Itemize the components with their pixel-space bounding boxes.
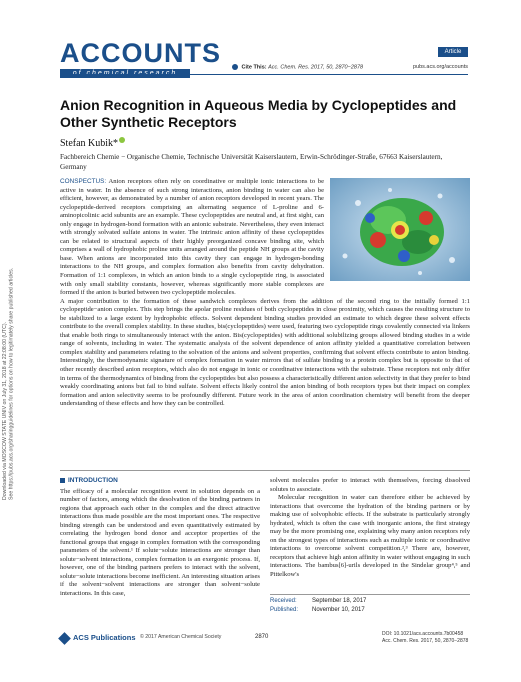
header-divider [60,74,468,75]
column-left [60,477,260,597]
doi-link[interactable]: DOI: 10.1021/acs.accounts.7b00458 [382,631,464,637]
received-label: Received: [270,598,297,604]
download-note-line2: See https://pubs.acs.org/sharingguidelines for options on how to legitimately share published articles. [8,267,15,500]
abstract-divider [60,470,470,471]
intro-paragraph-2: solvent molecules prefer to interact with themselves, forcing dissolved solutes to associate. [270,477,470,493]
article-type-badge: Article [438,47,468,57]
section-marker-icon [60,478,65,483]
author [60,137,125,149]
download-note-line1: Downloaded via MOSCOW STATE UNIV on July 31, 2018 at 22:08:00 (UTC). [2,322,8,500]
abstract [60,178,470,458]
download-note [2,170,24,500]
abstract-paragraph-1: Anion receptors often rely on coordinative or multiple ionic interactions to be active in water. In the absence of such strong interactions, anion binding in water can also be efficient, however, as demonstrated by a number of anion receptors developed in recent years. The cyclopeptide-derived receptors comprising an alternating sequence of L-proline and 6-aminopicolinic acid subunits are an example. These cyclopeptides are neutral and, at first sight, can only engage in hydrogen-bond formation with an anionic substrate. Nevertheless, they even interact with strongly solvated sulfate anions in water. The intrinsic anion affinity of these cyclopeptides can be related to structural aspects of their highly preorganized concave binding site, which comprises a wall of hydrophobic proline units arranged around the peptide NH groups at the cavity base. When anions are incorporated into this cavity they can engage in hydrogen-bonding interactions to the NH groups, and complex formation also benefits from cavity dehydration. Formation of 1:1 complexes, in which an anion binds to a single cyclopeptide ring, is associated with only small stability constants, however, whereas significantly more stable complexes are formed if the anion is buried between two cyclopeptide molecules. [60,178,324,297]
cite-this[interactable] [232,64,363,70]
toc-graphic [330,178,470,281]
article-title: Anion Recognition in Aqueous Media by Cyclopeptides and Other Synthetic Receptors [60,97,457,130]
publication-dates [270,594,470,615]
cite-reference: Acc. Chem. Res. 2017, 50, 2870−2878 [268,64,364,71]
copyright: © 2017 American Chemical Society [140,634,222,640]
acs-logo[interactable] [60,633,136,643]
journal-header [0,0,521,90]
journal-url[interactable]: pubs.acs.org/accounts [412,64,468,70]
footer-citation: Acc. Chem. Res. 2017, 50, 2870−2878 [382,637,469,644]
doi-block [382,631,468,644]
published-label: Published: [270,607,299,613]
column-right [270,477,470,589]
received-date-row [270,597,470,606]
received-date: September 18, 2017 [312,598,367,604]
acs-logo-text: ACS Publications [73,633,136,642]
cite-icon [232,64,238,70]
author-name[interactable]: Stefan Kubik* [60,138,119,149]
conspectus-label: CONSPECTUS: [60,178,107,185]
published-date: November 10, 2017 [312,607,365,613]
journal-logo[interactable] [60,38,221,78]
intro-paragraph-1: The efficacy of a molecular recognition event in solution depends on a number of factors, among which the desolvation of the binding partners in regions that approach each other in the complex and the direct attractive interactions thus made possible are the most important ones. The respective binding strength can be understood and even quantitatively estimated by correlating the hydrogen bond donor and acceptor properties of the functional groups that engage in complex formation with the corresponding parameters of the solvent.¹ If solute−solute interactions are stronger than solute−solvent interactions, complex formation is an exergonic process. If, however, one of the binding partners prefers to interact with the solvent, solute−solute interactions become inefficient. An interesting situation arises if the solvent−solvent interactions are stronger than solvent−solute interactions. In this case, [60,487,260,597]
page-footer [0,628,521,658]
cite-label: Cite This: [241,64,267,71]
orcid-icon[interactable] [119,137,125,143]
intro-paragraph-3: Molecular recognition in water can therefore either be achieved by interactions that overcome the hydration of the binding partners or by making use of solvophobic effects. If the substrate is particularly strongly hydrated, which is often the case with inorganic anions, the first strategy may be the more promising one, explaining why many anion receptors rely on the strongest types of interactions such as multiple ionic or coordinative interactions to overcome solvent competition.²,³ There are, however, receptors that achieve high anion affinity in water without engaging in such interactions. The bambus[6]-urils developed in the Sindelar group⁴,⁵ and Pittelkow's [270,494,470,578]
published-date-row [270,606,470,615]
affiliation: Fachbereich Chemie − Organische Chemie, Technische Universität Kaiserslautern, Erwin-Schrödinger-Straße, 67663 Kaiserslautern, Germany [60,153,443,171]
journal-logo-main: ACCOUNTS [60,38,221,68]
acs-logo-icon [58,632,71,645]
abstract-paragraph-2: A major contribution to the formation of these sandwich complexes derives from the addition of the second ring to the initially formed 1:1 cyclopeptide−anion complex. This step brings the apolar proline residues of both cyclopeptides in close proximity, which causes the resulting structure to be stabilized to a large extent by hydrophobic effects. Solvent dependent binding studies provided an estimate to which degree these solvent effects contribute to the overall complex stability. In these studies, bis(cyclopeptides) were used, featuring two cyclopeptide rings covalently connected via linkers that enable both rings to simultaneously interact with the anion. Bis(cyclopeptides) with additional solubilizing groups allowed binding studies in a wide range of solvents, including in water. The systematic analysis of the solvent dependence of anion affinity yielded a quantitative correlation between complex stability and parameters relating to the solvation of the anions and solvent properties, confirming that solvent effects contribute to anion binding. Interestingly, the thermodynamic signature of complex formation in water mirrors that of sulfate binding to a protein complex but is opposite to that of other recently described anion receptors, which also do not engage in ionic or coordinative interactions with the substrate. These receptors not only differ in terms of the thermodynamics of binding from the cyclopeptides but also possess a characteristically different anion selectivity in that they prefer to bind weakly coordinating anions but fail to bind sulfate. Solvent effects likely control the anion binding of both receptors types but their impact on complex formation and anion selectivity seems to be profoundly different. Future work in the area of anion coordination chemistry will benefit from the deeper understanding of these effects and how they can be controlled. [60,297,470,408]
page-number: 2870 [255,634,269,640]
section-heading-text: INTRODUCTION [68,477,118,484]
section-heading [60,477,260,486]
